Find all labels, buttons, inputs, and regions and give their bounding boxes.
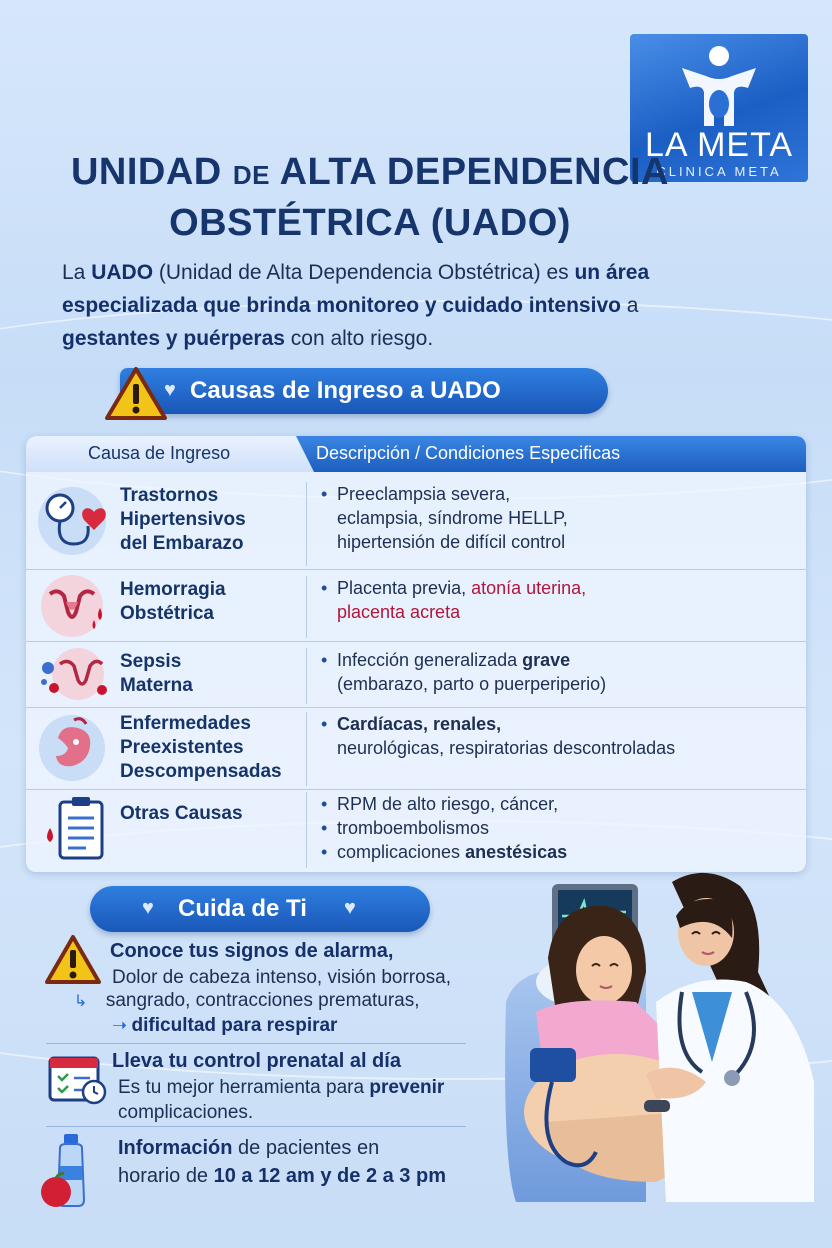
description-bold: grave <box>522 650 571 670</box>
description-text <box>321 840 786 864</box>
table-row <box>26 642 806 708</box>
description-text: Infección generalizada <box>337 650 523 670</box>
arrow-icon: ↳ <box>74 993 88 1010</box>
description-bold: anestésicas <box>465 842 568 862</box>
cause-text: Descompensadas <box>120 761 282 782</box>
cause-text: Hipertensivos <box>120 509 246 530</box>
visiting-info <box>118 1134 446 1190</box>
warning-icon <box>104 366 168 422</box>
cause-description <box>306 576 786 638</box>
description-text: • Preeclampsia severa, <box>321 482 786 506</box>
cause-text: Enfermedades <box>120 713 251 734</box>
table-header <box>26 436 806 472</box>
cause-label <box>120 484 246 556</box>
logo-subtitle: CLINICA META <box>656 164 782 179</box>
cause-description <box>306 792 786 868</box>
cause-text: Preexistentes <box>120 737 244 758</box>
intro-text: (Unidad de Alta Dependencia Obstétrica) es <box>153 261 575 284</box>
cause-description <box>306 648 786 704</box>
calendar-icon <box>48 1052 108 1106</box>
intro-text: La <box>62 261 92 284</box>
prenatal-text-part: Es tu mejor herramienta para <box>118 1077 370 1098</box>
description-text: eclampsia, síndrome HELLP, <box>337 508 568 528</box>
info-bold: 10 a 12 am y de 2 a 3 pm <box>213 1165 446 1187</box>
table-row <box>26 472 806 570</box>
description-bold: Cardíacas, renales, <box>337 714 502 734</box>
description-text <box>321 576 786 600</box>
description-text: • RPM de alto riesgo, cáncer, <box>321 792 786 816</box>
info-line <box>118 1134 446 1162</box>
causes-heading-ribbon <box>120 368 608 414</box>
heart-icon: ♥ <box>142 897 154 919</box>
alarm-line-row <box>112 1013 337 1038</box>
logo-name: LA META <box>644 126 794 164</box>
uterus-infection-icon <box>36 644 116 706</box>
cause-text: del Embarazo <box>120 533 244 554</box>
prenatal-text: complicaciones. <box>118 1102 254 1123</box>
care-heading: Cuida de Ti <box>178 895 307 922</box>
description-text: (embarazo, parto o puerperiperio) <box>337 674 607 694</box>
alarm-signs <box>110 940 451 990</box>
cause-label <box>120 712 282 784</box>
intro-text: UADO <box>91 261 154 284</box>
cause-text: Hemorragia <box>120 579 226 600</box>
intro-text: gestantes y puérperas <box>62 327 285 350</box>
cause-text: Trastornos <box>120 485 219 506</box>
info-text: de pacientes en <box>232 1137 380 1159</box>
description-text: neurológicas, respiratorias descontroladas <box>337 738 676 758</box>
title-line-2: OBSTÉTRICA (UADO) <box>169 202 571 244</box>
causes-table <box>26 436 806 872</box>
divider <box>46 1043 466 1044</box>
cause-description <box>306 712 786 786</box>
cause-label <box>120 650 193 698</box>
heart-icon: ♥ <box>344 897 356 919</box>
description-text: hipertensión de difícil control <box>337 532 566 552</box>
prenatal-text-bold: prevenir <box>369 1077 445 1098</box>
intro-text: con alto riesgo. <box>284 327 434 350</box>
prenatal-text <box>118 1075 444 1100</box>
info-text: horario de <box>118 1165 214 1187</box>
cause-text: Materna <box>120 675 193 696</box>
table-row <box>26 570 806 642</box>
table-header-cause: Causa de Ingreso <box>88 443 231 463</box>
title-word: ALTA DEPENDENCIA <box>279 151 670 193</box>
info-line <box>118 1162 446 1190</box>
alarm-line-row <box>74 988 420 1013</box>
alarm-title: Conoce tus signos de alarma, <box>110 940 394 962</box>
alarm-line: sangrado, contracciones prematuras, <box>105 990 420 1011</box>
table-header-description: Descripción / Condiciones Especificas <box>316 443 621 463</box>
description-highlight: placenta acreta <box>337 602 461 622</box>
clipboard-icon <box>36 794 116 864</box>
description-text <box>321 648 786 672</box>
alarm-line-bold: dificultad para respirar <box>131 1015 338 1036</box>
table-row <box>26 790 806 872</box>
prenatal-title: Lleva tu control prenatal al día <box>112 1050 401 1072</box>
description-text: • tromboembolismos <box>321 816 786 840</box>
intro-text: un área <box>574 261 650 284</box>
intro-text: a <box>620 294 639 317</box>
blood-pressure-icon <box>36 482 114 560</box>
title-word: UNIDAD <box>70 151 222 193</box>
water-and-apple-icon <box>34 1130 104 1212</box>
description-text <box>321 712 786 736</box>
warning-icon <box>44 934 102 986</box>
cause-description <box>306 482 786 566</box>
intro-paragraph <box>62 256 702 355</box>
uterus-icon <box>36 572 114 640</box>
cause-label <box>120 578 226 626</box>
description-text: Placenta previa, <box>337 578 472 598</box>
info-bold: Información <box>118 1137 233 1159</box>
doctor-patient-illustration <box>496 862 826 1212</box>
cause-text: Sepsis <box>120 651 182 672</box>
logo-figure-icon <box>676 42 762 128</box>
cause-text: Obstétrica <box>120 603 214 624</box>
causes-heading: Causas de Ingreso a UADO <box>190 377 501 404</box>
arrow-icon: ➝ <box>112 1015 128 1035</box>
page-title <box>40 148 700 247</box>
prenatal-control <box>112 1050 444 1125</box>
care-heading-ribbon <box>90 886 430 932</box>
organ-icon <box>36 710 112 786</box>
cause-label <box>120 802 243 826</box>
title-word: DE <box>232 160 270 190</box>
alarm-line: Dolor de cabeza intenso, visión borrosa, <box>112 967 452 988</box>
table-row <box>26 708 806 790</box>
cause-text: Otras Causas <box>120 803 243 824</box>
intro-text: especializada que brinda monitoreo y cuidado intensivo <box>62 294 621 317</box>
heart-icon: ♥ <box>164 379 176 401</box>
description-text: complicaciones <box>337 842 466 862</box>
divider <box>46 1126 466 1127</box>
description-highlight: atonía uterina, <box>471 578 587 598</box>
